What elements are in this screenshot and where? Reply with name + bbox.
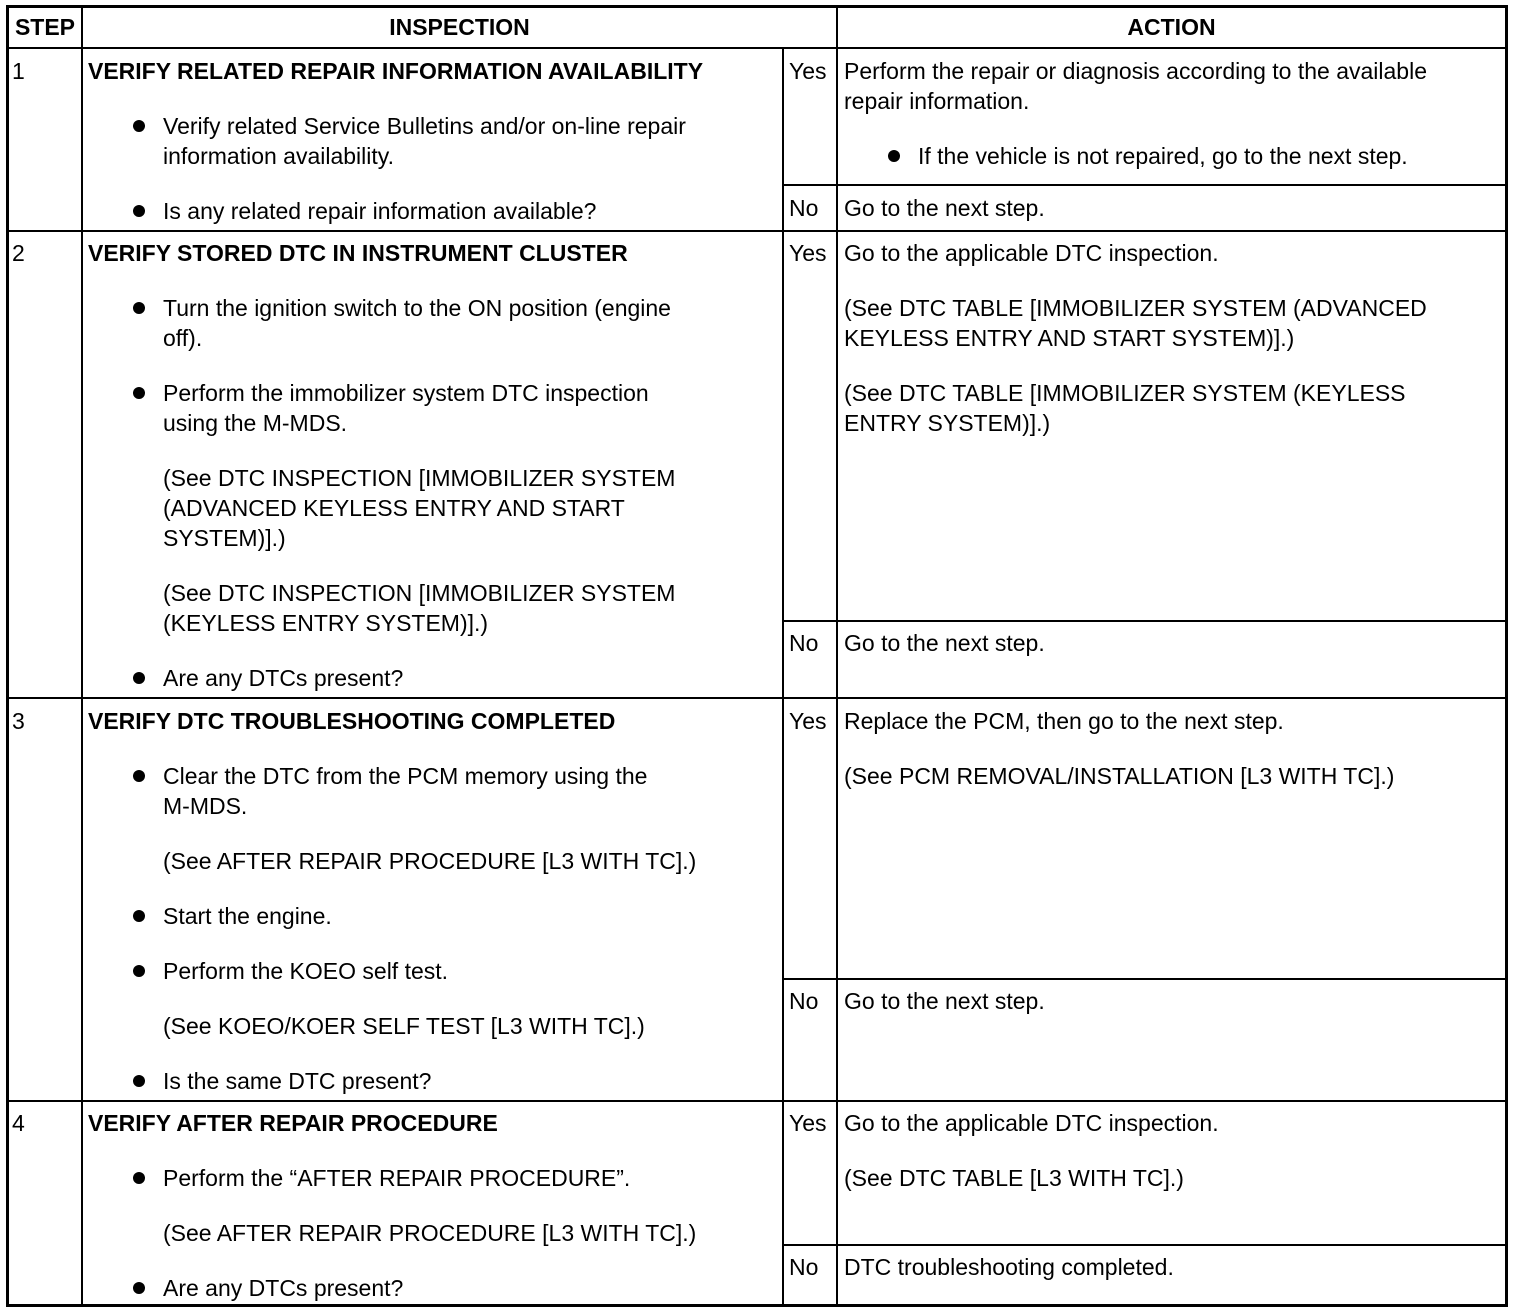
inspection-line: Are any DTCs present? xyxy=(163,665,404,691)
bullet-icon xyxy=(133,770,145,782)
step-number: 3 xyxy=(12,708,25,734)
yes-no-divider-row2 xyxy=(782,620,1508,622)
inspection-line: using the M-MDS. xyxy=(163,410,348,436)
row-divider-1-2 xyxy=(6,230,1508,232)
inspection-line: (See KOEO/KOER SELF TEST [L3 WITH TC].) xyxy=(163,1013,645,1039)
row-divider-2-3 xyxy=(6,697,1508,699)
inspection-line: Is the same DTC present? xyxy=(163,1068,432,1094)
action-line: (See PCM REMOVAL/INSTALLATION [L3 WITH TC].) xyxy=(844,763,1395,789)
bullet-icon xyxy=(133,672,145,684)
inspection-line: Perform the “AFTER REPAIR PROCEDURE”. xyxy=(163,1165,631,1191)
inspection-line: Clear the DTC from the PCM memory using the xyxy=(163,763,648,789)
inspection-line: off). xyxy=(163,325,203,351)
header-inspection: INSPECTION xyxy=(389,14,530,40)
table-border-right xyxy=(1505,5,1508,1307)
inspection-line: (See DTC INSPECTION [IMMOBILIZER SYSTEM xyxy=(163,580,676,606)
action-line: If the vehicle is not repaired, go to the next step. xyxy=(918,143,1408,169)
bullet-icon xyxy=(133,1282,145,1294)
header-step: STEP xyxy=(14,14,76,40)
bullet-icon xyxy=(133,387,145,399)
action-line: Go to the applicable DTC inspection. xyxy=(844,1110,1219,1136)
no-label: No xyxy=(789,195,819,221)
bullet-icon xyxy=(133,1172,145,1184)
inspection-line: Start the engine. xyxy=(163,903,332,929)
step-number: 1 xyxy=(12,58,25,84)
inspection-line: Turn the ignition switch to the ON position (engine xyxy=(163,295,671,321)
bullet-icon xyxy=(133,1075,145,1087)
bullet-icon xyxy=(133,205,145,217)
inspection-line: M-MDS. xyxy=(163,793,248,819)
row-divider-3-4 xyxy=(6,1100,1508,1102)
inspection-line: Are any DTCs present? xyxy=(163,1275,404,1301)
yes-no-divider-row1 xyxy=(782,184,1508,186)
yes-label: Yes xyxy=(789,1110,827,1136)
bullet-icon xyxy=(888,150,900,162)
yes-label: Yes xyxy=(789,58,827,84)
inspection-line: SYSTEM)].) xyxy=(163,525,286,551)
table-border-bottom xyxy=(6,1304,1508,1307)
no-label: No xyxy=(789,988,819,1014)
inspection-line: Perform the immobilizer system DTC inspection xyxy=(163,380,649,406)
action-line: repair information. xyxy=(844,88,1030,114)
action-line: ENTRY SYSTEM)].) xyxy=(844,410,1051,436)
bullet-icon xyxy=(133,120,145,132)
inspection-line: Is any related repair information available? xyxy=(163,198,597,224)
inspection-title: VERIFY RELATED REPAIR INFORMATION AVAILABILITY xyxy=(88,58,704,84)
action-line: KEYLESS ENTRY AND START SYSTEM)].) xyxy=(844,325,1295,351)
yes-no-divider-row3 xyxy=(782,978,1508,980)
bullet-icon xyxy=(133,965,145,977)
divider-action-column xyxy=(836,5,838,1307)
action-line: Go to the applicable DTC inspection. xyxy=(844,240,1219,266)
bullet-icon xyxy=(133,910,145,922)
action-line: DTC troubleshooting completed. xyxy=(844,1254,1174,1280)
divider-yesno-column xyxy=(782,48,784,1307)
header-divider xyxy=(6,47,1508,49)
inspection-line: Perform the KOEO self test. xyxy=(163,958,449,984)
divider-step-column xyxy=(81,5,83,1307)
inspection-title: VERIFY AFTER REPAIR PROCEDURE xyxy=(88,1110,498,1136)
inspection-line: Verify related Service Bulletins and/or on-line repair xyxy=(163,113,686,139)
inspection-line: (See AFTER REPAIR PROCEDURE [L3 WITH TC].) xyxy=(163,848,697,874)
table-border-left xyxy=(6,5,9,1307)
action-line: (See DTC TABLE [IMMOBILIZER SYSTEM (ADVANCED xyxy=(844,295,1427,321)
action-line: Replace the PCM, then go to the next step. xyxy=(844,708,1284,734)
header-action: ACTION xyxy=(1127,14,1216,40)
inspection-title: VERIFY DTC TROUBLESHOOTING COMPLETED xyxy=(88,708,616,734)
yes-label: Yes xyxy=(789,240,827,266)
inspection-title: VERIFY STORED DTC IN INSTRUMENT CLUSTER xyxy=(88,240,628,266)
action-line: Go to the next step. xyxy=(844,630,1045,656)
inspection-line: (See AFTER REPAIR PROCEDURE [L3 WITH TC].) xyxy=(163,1220,697,1246)
no-label: No xyxy=(789,1254,819,1280)
step-number: 2 xyxy=(12,240,25,266)
action-line: Go to the next step. xyxy=(844,195,1045,221)
no-label: No xyxy=(789,630,819,656)
bullet-icon xyxy=(133,302,145,314)
yes-label: Yes xyxy=(789,708,827,734)
step-number: 4 xyxy=(12,1110,25,1136)
yes-no-divider-row4 xyxy=(782,1244,1508,1246)
action-line: (See DTC TABLE [IMMOBILIZER SYSTEM (KEYLESS xyxy=(844,380,1406,406)
inspection-line: (See DTC INSPECTION [IMMOBILIZER SYSTEM xyxy=(163,465,676,491)
action-line: Go to the next step. xyxy=(844,988,1045,1014)
inspection-line: (ADVANCED KEYLESS ENTRY AND START xyxy=(163,495,625,521)
inspection-line: information availability. xyxy=(163,143,394,169)
table-border-top xyxy=(6,5,1508,8)
action-line: Perform the repair or diagnosis according to the available xyxy=(844,58,1427,84)
action-line: (See DTC TABLE [L3 WITH TC].) xyxy=(844,1165,1184,1191)
inspection-line: (KEYLESS ENTRY SYSTEM)].) xyxy=(163,610,489,636)
